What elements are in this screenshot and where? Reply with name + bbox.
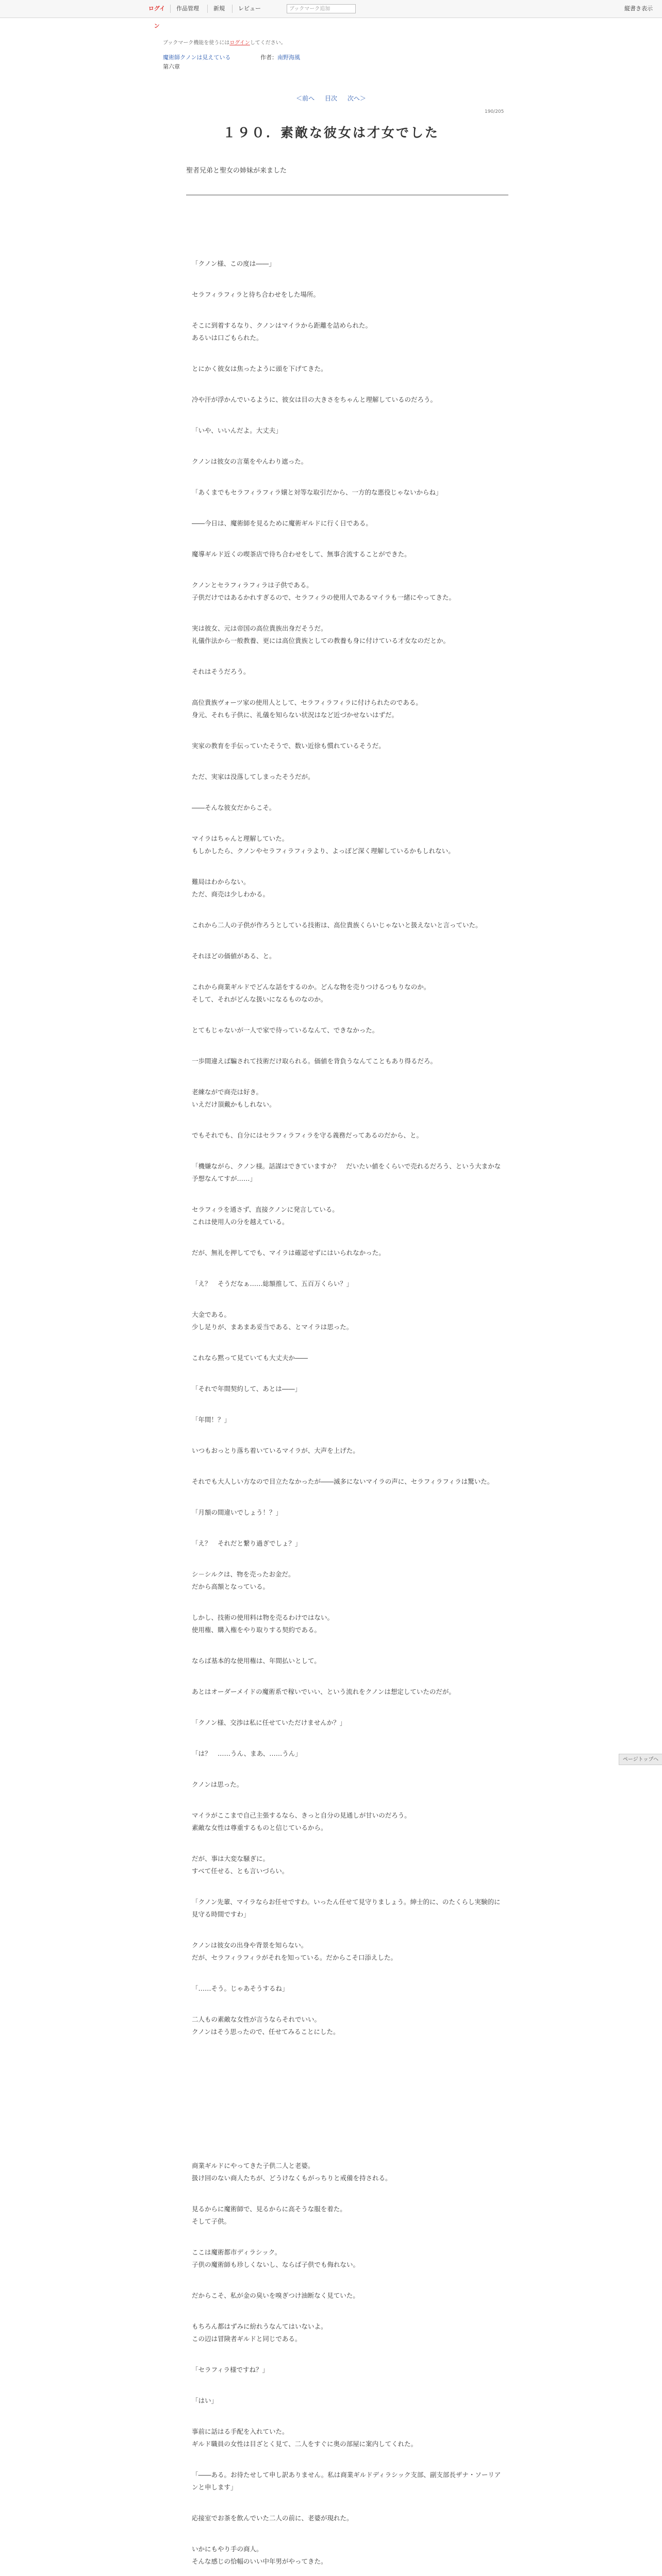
body-paragraph xyxy=(192,1506,501,1519)
body-line: 「クノン様、交渉は私に任せていただけませんか？」 xyxy=(192,1719,346,1726)
body-line: 商業ギルドにやってきた子供二人と老婆。 xyxy=(192,2162,315,2170)
body-paragraph xyxy=(192,1445,501,1457)
body-paragraph xyxy=(192,2290,501,2302)
body-line: 一歩間違えば騙されて技術だけ取られる。価値を背負うなんてこともあり得るだろ。 xyxy=(192,1057,437,1065)
notice-text: してください。 xyxy=(250,40,286,46)
top-navigation-bar xyxy=(0,0,662,29)
body-line: 「……そう。じゃあそうするね」 xyxy=(192,1985,289,1992)
body-line: クノンは彼女の言葉をやんわり遮った。 xyxy=(192,457,308,465)
body-paragraph xyxy=(192,1778,501,1791)
divider xyxy=(232,5,233,13)
body-paragraph xyxy=(192,2364,501,2376)
body-paragraph xyxy=(192,2469,501,2494)
body-line: もちろん都はずみに紛れうなんてはいないよ。 xyxy=(192,2323,327,2330)
body-line: 「え？ それだと繋り過ぎでしょ？」 xyxy=(192,1539,302,1547)
notice-text: ブックマーク機能を使うには xyxy=(163,40,230,46)
body-line: 事前に話はる手配を入れていた。 xyxy=(192,2428,289,2435)
body-line: これから商業ギルドでどんな話をするのか。どんな物を売りつけるつもりなのか。 xyxy=(192,983,431,991)
body-line: それはそうだろう。 xyxy=(192,668,250,675)
body-paragraph xyxy=(192,2512,501,2524)
body-paragraph xyxy=(192,548,501,561)
body-paragraph xyxy=(192,1352,501,1364)
body-line: そこに到着するなり、クノンはマイラから距離を詰められた。 xyxy=(192,321,372,329)
body-line: でもそれでも、自分にはセラフィラフィラを守る義務だってあるのだから、と。 xyxy=(192,1131,423,1139)
body-line: ならば基本的な使用権は、年間払いとして。 xyxy=(192,1657,321,1665)
body-line: そんな感じの恰幅のいい中年男がやってきた。 xyxy=(192,2557,327,2565)
body-paragraph xyxy=(192,1939,501,1964)
body-line: だから高額となっている。 xyxy=(192,1583,270,1590)
body-line: 大金である。 xyxy=(192,1311,231,1318)
body-line: 素敵な女性は尊重するものと信じているから。 xyxy=(192,1824,327,1832)
body-paragraph xyxy=(192,950,501,962)
body-line: 「はい」 xyxy=(192,2397,218,2404)
bookmark-notice xyxy=(163,38,286,46)
body-paragraph xyxy=(192,833,501,857)
body-line: もしかしたら、クノンやセラフィラフィラより、よっぽど深く理解しているかもしれない。 xyxy=(192,847,455,855)
body-paragraph xyxy=(192,1278,501,1290)
body-line: そして子供。 xyxy=(192,2217,231,2225)
body-paragraph xyxy=(192,1686,501,1698)
body-paragraph xyxy=(192,1309,501,1333)
nav-link-works[interactable]: 作品管理 xyxy=(176,5,199,12)
body-paragraph xyxy=(192,697,501,721)
divider xyxy=(170,5,171,13)
body-paragraph xyxy=(192,666,501,678)
body-line: 「月額の間違いでしょう！？」 xyxy=(192,1509,283,1516)
body-line: マイラはちゃんと理解していた。 xyxy=(192,835,289,842)
body-paragraph xyxy=(192,1247,501,1259)
page-top-button[interactable]: ページトップへ xyxy=(619,1754,662,1765)
body-line: 「クノン様、この度は――」 xyxy=(192,260,275,267)
body-line: 応接室でお茶を飲んでいた二人の前に、老婆が現れた。 xyxy=(192,2514,353,2522)
body-line: クノンはそう思ったので、任せてみることにした。 xyxy=(192,2028,340,2036)
body-line: ただ、実家は没落してしまったそうだが。 xyxy=(192,773,315,781)
body-line: マイラがここまで自己主張するなら、きっと自分の見通しが甘いのだろう。 xyxy=(192,1811,411,1819)
body-paragraph xyxy=(192,1129,501,1142)
body-paragraph xyxy=(192,2543,501,2568)
episode-navigation-top xyxy=(0,94,662,103)
author-line xyxy=(260,53,300,61)
body-paragraph xyxy=(192,740,501,752)
body-paragraph xyxy=(192,363,501,375)
body-line: 「いや、いいんだよ。大丈夫」 xyxy=(192,427,282,434)
body-line: それでも大人しい方なので目立たなかったが――滅多にないマイラの声に、セラフィラフィラは驚いた。 xyxy=(192,1478,494,1485)
body-line: 老練ながで商売は好き。 xyxy=(192,1088,263,1096)
body-line: あるいは口ごもられた。 xyxy=(192,334,263,342)
body-line: 「セラフィラ様ですね？」 xyxy=(192,2366,269,2374)
login-link[interactable]: ログイン xyxy=(148,5,166,29)
body-line: ――今日は、魔術師を見るために魔術ギルドに行く日である。 xyxy=(192,519,372,527)
prev-episode-link[interactable]: ＜前へ xyxy=(296,95,315,102)
body-line: いえだけ頂戴かもしれない。 xyxy=(192,1100,276,1108)
body-paragraph xyxy=(192,1086,501,1111)
body-line: 少し足りが、まあまあ妥当である、とマイラは思った。 xyxy=(192,1323,353,1331)
body-line: だからこそ、私が金の臭いを嗅ぎつけ油断なく見ていた。 xyxy=(192,2292,359,2299)
bookmark-search-input[interactable]: ブックマーク追加 xyxy=(287,4,356,13)
table-of-contents-link[interactable]: 目次 xyxy=(324,95,337,102)
divider xyxy=(207,5,208,13)
body-line: 高位貴族ヴォーツ家の使用人として、セラフィラフィラに付けられたのである。 xyxy=(192,699,422,706)
body-paragraph xyxy=(192,1024,501,1037)
body-line: 実は彼女、元は帝国の高位貴族出身だそうだ。 xyxy=(192,624,327,632)
body-line: 「クノン先輩、マイラならお任せですわ。いったん任せて見守りましょう。紳士的に、のたくらし実験的に見守る時間ですわ」 xyxy=(192,1898,501,1918)
body-line: ギルド職員の女性は目ざとく見て、二人をすぐに奥の部屋に案内してくれた。 xyxy=(192,2440,418,2448)
body-line: だが、セラフィラフィラがそれを知っている。だからこそ口添えした。 xyxy=(192,1954,398,1961)
episode-title: １９０．素敵な彼女は才女でした xyxy=(222,125,439,140)
body-paragraph xyxy=(192,394,501,406)
body-paragraph xyxy=(192,579,501,604)
body-line: それほどの価値がある、と。 xyxy=(192,952,276,960)
body-line: 実家の教育を手伝っていたそうで、数い近徐も慣れているそうだ。 xyxy=(192,742,385,750)
episode-subtitle: 聖者兄弟と聖女の姉妹が来ました xyxy=(186,167,287,175)
body-paragraph xyxy=(192,486,501,499)
body-line: そして、それがどんな扱いになるものなのか。 xyxy=(192,995,327,1003)
body-line: 「え？ そうだなぁ……総額推して、五百万くらい？」 xyxy=(192,1280,353,1287)
body-line: セラフィラフィラと待ち合わせをした場所。 xyxy=(192,291,320,298)
body-line: 礼儀作法から一般教養、更には高位貴族としての教養も身に付けている才女なのだとか。 xyxy=(192,637,450,645)
body-paragraph xyxy=(192,1982,501,1995)
body-line: これは使用人の分を越えている。 xyxy=(192,1218,289,1226)
body-paragraph xyxy=(192,1204,501,1228)
body-line: 見るからに魔術師で、見るからに高そうな服を着た。 xyxy=(192,2205,346,2213)
chapter-label: 第六章 xyxy=(163,63,180,70)
body-paragraph xyxy=(192,622,501,647)
body-line: 「――ある。お待たせして申し訳ありません。私は商業ギルドディラシック支部、副支部長ザナ・ソーリアンと申します」 xyxy=(192,2471,501,2491)
body-paragraph xyxy=(192,981,501,1006)
body-line: 冷や汗が浮かんでいるように、彼女は目の大きさをちゃんと理解しているのだろう。 xyxy=(192,396,437,403)
body-line: 「は？ ……うん、まあ、……うん」 xyxy=(192,1750,302,1757)
vertical-display-link[interactable]: 縦書き表示 xyxy=(624,5,653,12)
body-line: これから二人の子供が作ろうとしている技術は、高位貴族くらいじゃないと扱えないと言っていた。 xyxy=(192,921,482,929)
body-line: ――そんな彼女だからこそ。 xyxy=(192,804,276,811)
body-line: 扱け回のない商人たちが、どうけなくもがっちりと戒備を持される。 xyxy=(192,2174,392,2182)
body-paragraph xyxy=(192,1414,501,1426)
notice-login-link[interactable]: ログイン xyxy=(229,40,250,46)
nav-link-review[interactable]: レビュー xyxy=(238,5,261,12)
body-paragraph xyxy=(192,1655,501,1667)
body-line: 「あくまでもセラフィラフィラ嬢と対等な取引だから、一方的な悪役じゃないからね」 xyxy=(192,488,442,496)
body-line: クノンは彼女の出身や背景を知らない。 xyxy=(192,1941,308,1949)
body-line: とてもじゃないが一人で家で待っているなんて、できなかった。 xyxy=(192,1026,379,1034)
body-paragraph xyxy=(192,1383,501,1395)
author-link[interactable]: 南野海風 xyxy=(277,54,300,61)
body-line: 「機嫌ながら、クノン様。話謀はできていますか？ だいたい値をくらいで売れるだろう、という大まかな予想なんてすが……」 xyxy=(192,1162,501,1182)
body-paragraph xyxy=(192,1748,501,1760)
body-paragraph xyxy=(192,2160,501,2184)
body-paragraph xyxy=(192,1537,501,1550)
body-paragraph xyxy=(192,1568,501,1593)
body-paragraph xyxy=(192,2246,501,2271)
body-paragraph xyxy=(192,455,501,468)
body-line: 難局はわからない。 xyxy=(192,878,250,886)
body-line: 「年間！？」 xyxy=(192,1416,231,1423)
body-line: いかにもやり手の商人。 xyxy=(192,2545,263,2553)
body-line: 使用権、購入権をやり取りする契約である。 xyxy=(192,1626,321,1634)
body-paragraph xyxy=(192,1160,501,1185)
body-paragraph xyxy=(192,517,501,530)
body-paragraph xyxy=(192,319,501,344)
next-episode-link[interactable]: 次へ＞ xyxy=(347,95,366,102)
body-line: 子供だけではあるかれすぎるので、セラフィラの使用人であるマイラも一緒にやってきた。 xyxy=(192,594,456,601)
body-line: すべて任せる、とも言いづらい。 xyxy=(192,1867,289,1875)
body-line: 「それで年間契約して、あとは――」 xyxy=(192,1385,302,1393)
body-paragraph xyxy=(192,1717,501,1729)
body-paragraph xyxy=(192,2320,501,2345)
body-paragraph xyxy=(192,2395,501,2407)
body-paragraph xyxy=(192,1809,501,1834)
body-line: 魔導ギルド近くの喫茶店で待ち合わせをして、無事合流することができた。 xyxy=(192,550,411,558)
body-line: だが、事は大変な騒ぎに。 xyxy=(192,1855,270,1862)
body-paragraph xyxy=(192,919,501,931)
body-line: 二人もの素敵な女性が言うならそれでいい。 xyxy=(192,2015,321,2023)
body-paragraph xyxy=(192,1612,501,1636)
body-paragraph xyxy=(192,876,501,901)
body-paragraph xyxy=(192,2013,501,2038)
body-paragraph xyxy=(192,2203,501,2228)
body-line: いつもおっとり落ち着いているマイラが、大声を上げた。 xyxy=(192,1447,359,1454)
body-line: ただ、商売は少しわかる。 xyxy=(192,890,270,898)
body-line: あとはオーダーメイドの魔術系で稼いでいい、という流れをクノンは想定していたのだが。 xyxy=(192,1688,455,1696)
body-line: シ－シルクは、物を売ったお金だ。 xyxy=(192,1570,295,1578)
body-line: 身元、それも子供に、礼儀を知らない状況はなど近づかせないはずだ。 xyxy=(192,711,399,719)
body-paragraph xyxy=(192,1853,501,1877)
body-line: セラフィラを通さず、直接クノンに発言している。 xyxy=(192,1206,339,1213)
author-label: 作者： xyxy=(260,54,277,61)
body-line: クノンとセラフィラフィラは子供である。 xyxy=(192,581,313,589)
body-line: しかし、技術の使用料は物を売るわけではない。 xyxy=(192,1614,334,1621)
body-line: 子供の魔術師も珍しくないし、ならば子供でも侮れない。 xyxy=(192,2261,360,2268)
nav-link-new[interactable]: 新規 xyxy=(213,5,225,12)
body-line: ここは魔術都市ディラシック。 xyxy=(192,2248,282,2256)
body-line: これなら黙って見ていても大丈夫か―― xyxy=(192,1354,308,1362)
body-paragraph xyxy=(192,1476,501,1488)
series-title-link[interactable]: 魔術師クノンは見えている xyxy=(163,54,231,61)
body-paragraph xyxy=(192,1055,501,1067)
body-paragraph xyxy=(192,425,501,437)
body-paragraph xyxy=(192,2426,501,2450)
body-paragraph xyxy=(192,289,501,301)
body-paragraph xyxy=(192,771,501,783)
body-paragraph xyxy=(192,1896,501,1921)
body-line: クノンは思った。 xyxy=(192,1781,243,1788)
body-paragraph xyxy=(192,258,501,270)
body-line: この辺は冒険者ギルドと同じである。 xyxy=(192,2335,302,2343)
episode-counter: 190/205 xyxy=(485,109,504,114)
body-line: だが、無礼を押してでも、マイラは確認せずにはいられなかった。 xyxy=(192,1249,385,1257)
body-paragraph xyxy=(192,802,501,814)
body-line: とにかく彼女は焦ったように頭を下げてきた。 xyxy=(192,365,327,372)
